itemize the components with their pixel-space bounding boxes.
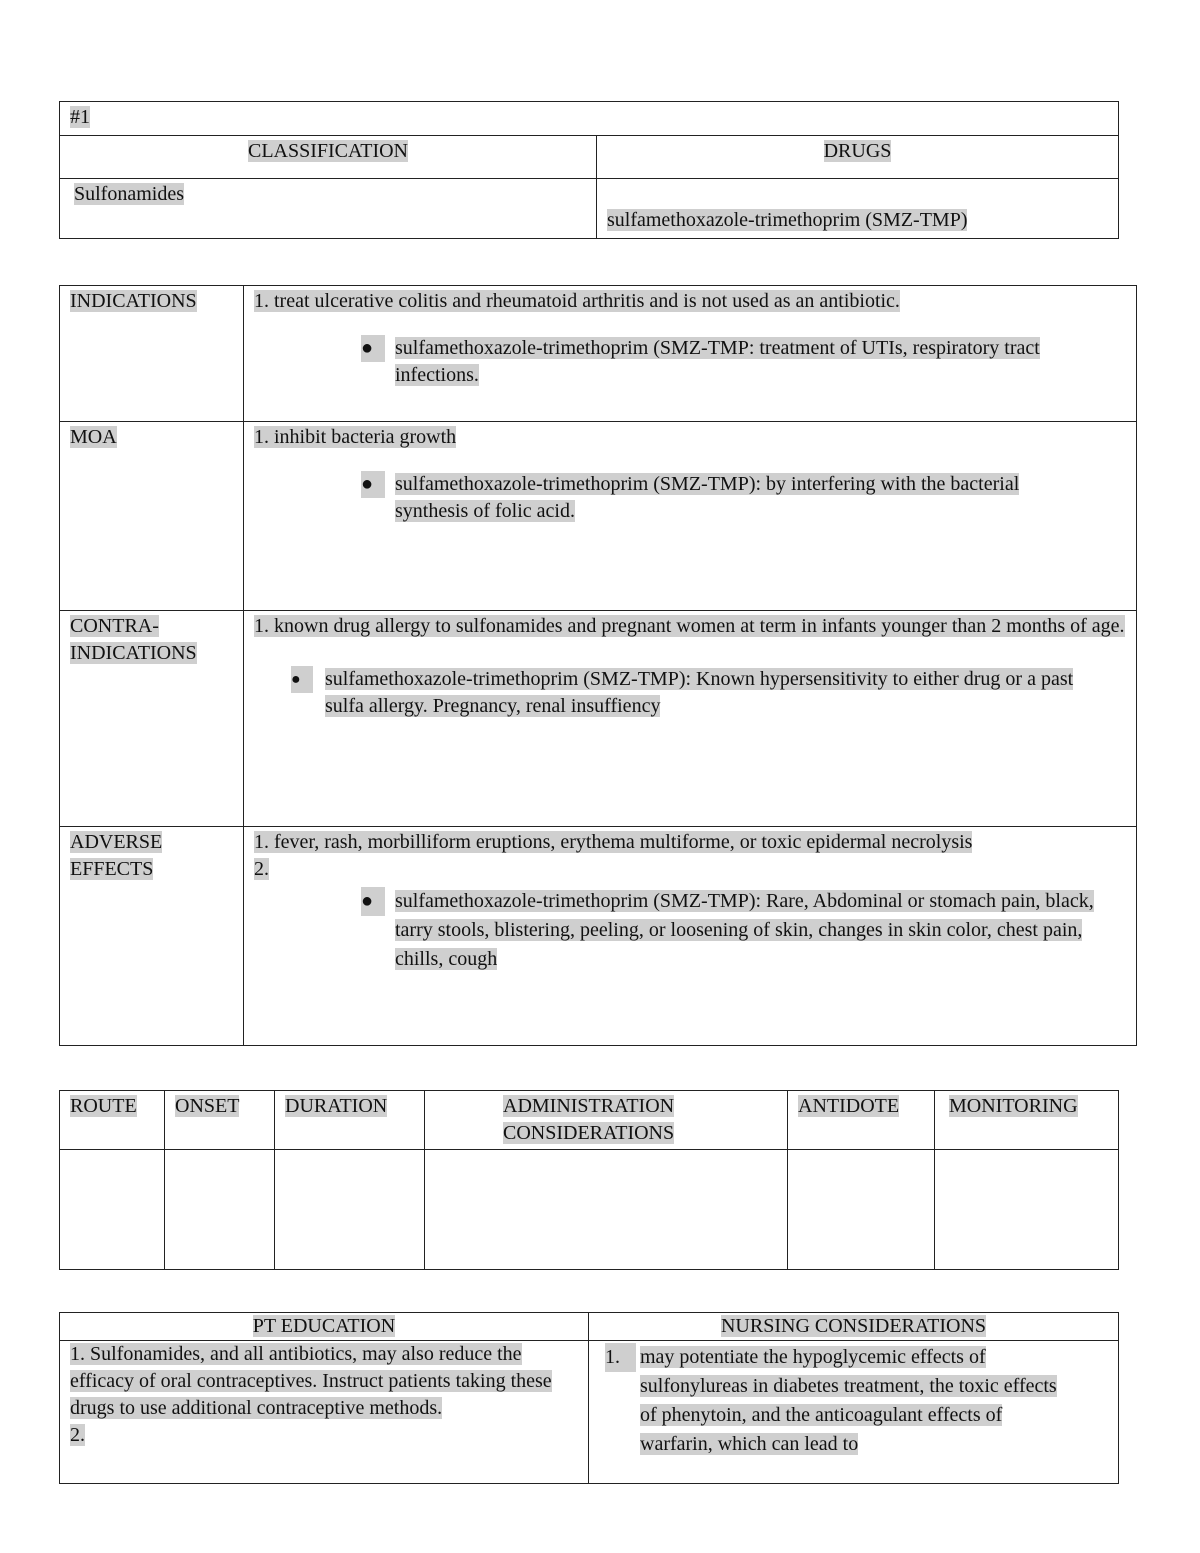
- adverse-effects-bullet-text: sulfamethoxazole-trimethoprim (SMZ-TMP): Rare, Abdominal or stomach pain, black, tarry stools, blistering, peeling, or loosening of skin, changes in skin color, chest pain, chills, cough: [395, 890, 1094, 970]
- education-table: [59, 1312, 1119, 1484]
- onset-value-cell: [165, 1150, 275, 1270]
- contraindications-bullet-item: [291, 666, 1076, 720]
- indications-row: [60, 286, 1137, 422]
- nursing-item-text: may potentiate the hypoglycemic effects of sulfonylureas in diabetes treatment, the toxic effects of phenytoin, and the anticoagulant effects of warfarin, which can lead to: [640, 1346, 1057, 1455]
- indications-bullet-text: sulfamethoxazole-trimethoprim (SMZ-TMP: treatment of UTIs, respiratory tract infections.: [395, 337, 1040, 386]
- indications-label-cell: [60, 286, 244, 422]
- monitoring-header: MONITORING: [949, 1095, 1078, 1117]
- moa-row: [60, 422, 1137, 611]
- card-number-cell: [60, 102, 1119, 136]
- bullet-icon: ●: [361, 335, 385, 362]
- bullet-icon: ●: [361, 471, 385, 498]
- pt-education-header-cell: [60, 1313, 589, 1341]
- moa-label: MOA: [70, 426, 117, 448]
- contraindications-line1: 1. known drug allergy to sulfonamides and pregnant women at term in infants younger than 2 months of age.: [254, 615, 1125, 637]
- antidote-header: ANTIDOTE: [798, 1095, 900, 1117]
- duration-header-cell: [275, 1091, 425, 1150]
- nursing-header: NURSING CONSIDERATIONS: [720, 1315, 987, 1337]
- classification-value: Sulfonamides: [74, 183, 184, 205]
- adverse-effects-row: [60, 827, 1137, 1046]
- onset-header: ONSET: [175, 1095, 240, 1117]
- education-body-row: [60, 1341, 1119, 1484]
- antidote-value-cell: [788, 1150, 935, 1270]
- moa-line1: 1. inhibit bacteria growth: [254, 426, 457, 448]
- monitoring-header-cell: [935, 1091, 1119, 1150]
- onset-header-cell: [165, 1091, 275, 1150]
- indications-content-cell: [244, 286, 1137, 422]
- administration-header-line2: CONSIDERATIONS: [503, 1122, 675, 1144]
- duration-header: DURATION: [285, 1095, 388, 1117]
- adverse-effects-label-line2: EFFECTS: [70, 858, 154, 880]
- route-value-cell: [60, 1150, 165, 1270]
- classification-header-cell: [60, 136, 597, 179]
- drugs-header-cell: [597, 136, 1119, 179]
- bullet-icon: ●: [291, 666, 313, 693]
- contraindications-label-line1: CONTRA-: [70, 615, 159, 637]
- contraindications-label-cell: [60, 611, 244, 827]
- administration-header-line1: ADMINISTRATION: [503, 1095, 675, 1117]
- indications-bullet-item: [361, 335, 1116, 389]
- nursing-cell: [589, 1341, 1119, 1484]
- adverse-effects-label-cell: [60, 827, 244, 1046]
- route-header-cell: [60, 1091, 165, 1150]
- pt-education-line1: 1. Sulfonamides, and all antibiotics, may also reduce the efficacy of oral contraceptives. Instruct patients taking these drugs to use additional contraceptive methods.: [70, 1343, 552, 1419]
- adverse-effects-line2: 2.: [254, 858, 269, 880]
- antidote-header-cell: [788, 1091, 935, 1150]
- indications-label: INDICATIONS: [70, 290, 197, 312]
- classification-table: [59, 101, 1119, 239]
- contraindications-label-line2: INDICATIONS: [70, 642, 197, 664]
- pt-education-line2: 2.: [70, 1424, 85, 1446]
- education-header-row: [60, 1313, 1119, 1341]
- monitoring-value-cell: [935, 1150, 1119, 1270]
- pharmacokinetics-table: [59, 1090, 1119, 1270]
- moa-bullet-item: [361, 471, 1046, 525]
- moa-bullet-text: sulfamethoxazole-trimethoprim (SMZ-TMP): by interfering with the bacterial synthesis of folic acid.: [395, 473, 1020, 522]
- adverse-effects-content-cell: [244, 827, 1137, 1046]
- moa-content-cell: [244, 422, 1137, 611]
- drugs-header: DRUGS: [823, 140, 892, 162]
- moa-label-cell: [60, 422, 244, 611]
- route-header: ROUTE: [70, 1095, 137, 1117]
- indications-line1: 1. treat ulcerative colitis and rheumatoid arthritis and is not used as an antibiotic.: [254, 290, 900, 312]
- contraindications-content-cell: [244, 611, 1137, 827]
- drug-cell: [597, 179, 1119, 239]
- classification-header: CLASSIFICATION: [247, 140, 409, 162]
- card-number: #1: [70, 106, 90, 128]
- pharmacokinetics-body-row: [60, 1150, 1119, 1270]
- adverse-effects-bullet-item: [361, 887, 1112, 974]
- administration-value-cell: [425, 1150, 788, 1270]
- pt-education-header: PT EDUCATION: [252, 1315, 396, 1337]
- pt-education-cell: [60, 1341, 589, 1484]
- drug-info-table: [59, 285, 1137, 1046]
- nursing-item-number: 1.: [605, 1343, 636, 1372]
- duration-value-cell: [275, 1150, 425, 1270]
- contraindications-bullet-text: sulfamethoxazole-trimethoprim (SMZ-TMP): Known hypersensitivity to either drug or a past sulfa allergy. Pregnancy, renal insuffiency: [325, 668, 1074, 717]
- adverse-effects-line1: 1. fever, rash, morbilliform eruptions, erythema multiforme, or toxic epidermal necrolysis: [254, 831, 973, 853]
- nursing-header-cell: [589, 1313, 1119, 1341]
- classification-cell: [60, 179, 597, 239]
- adverse-effects-label-line1: ADVERSE: [70, 831, 163, 853]
- administration-header-cell: [425, 1091, 788, 1150]
- nursing-item-1: [605, 1343, 1068, 1459]
- bullet-icon: ●: [361, 887, 385, 916]
- pharmacokinetics-header-row: [60, 1091, 1119, 1150]
- contraindications-row: [60, 611, 1137, 827]
- drug-value: sulfamethoxazole-trimethoprim (SMZ-TMP): [607, 209, 968, 231]
